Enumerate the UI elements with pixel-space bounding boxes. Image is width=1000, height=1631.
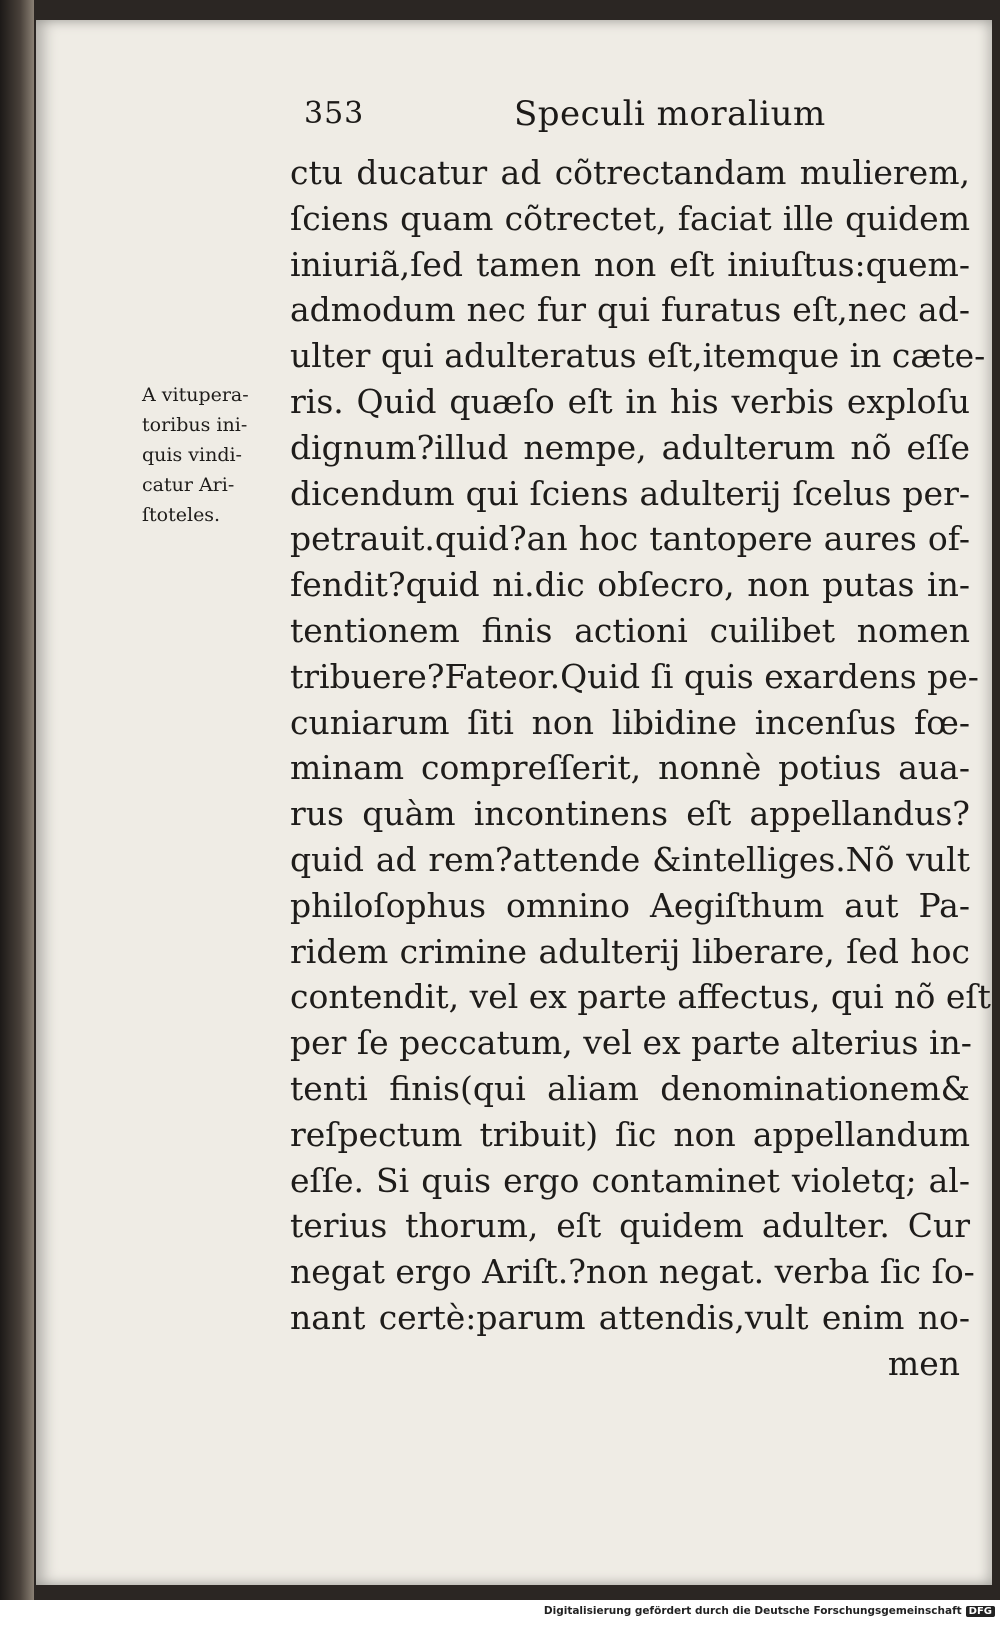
body-text: [290, 150, 991, 1387]
credit-text: Digitalisierung gefördert durch die Deutsche Forschungsgemeinschaft: [543, 1605, 962, 1617]
text-line: dignum?illud nempe, adulterum nõ eſſe: [290, 427, 970, 467]
text-line: reſpectum tribuit) ſic non appellandum: [290, 1114, 970, 1154]
text-line: negat ergo Ariſt.?non negat. verba ſic ſo-: [290, 1252, 975, 1292]
text-line: quid ad rem?attende &intelliges.Nõ vult: [290, 839, 970, 879]
text-line: petrauit.quid?an hoc tantopere aures of-: [290, 519, 970, 559]
text-line: eſſe. Si quis ergo contaminet violetq; al-: [290, 1160, 970, 1200]
text-line: per ſe peccatum, vel ex parte alterius in-: [290, 1023, 972, 1063]
marginal-note-line: A vitupera-: [142, 384, 249, 406]
marginal-note-line: quis vindi-: [142, 444, 242, 466]
digitization-credit: [0, 1605, 995, 1617]
text-line: ulter qui adulteratus eſt,itemque in cæte-: [290, 336, 986, 376]
marginal-note-line: ſtoteles.: [142, 504, 221, 526]
running-title: Speculi moralium: [514, 94, 826, 134]
text-line: tenti finis(qui aliam denominationem&: [290, 1068, 970, 1108]
dfg-logo: DFG: [966, 1606, 995, 1617]
text-line: ridem crimine adulterij liberare, ſed hoc: [290, 931, 970, 971]
text-line: rus quàm incontinens eſt appellandus?: [290, 794, 970, 834]
page-number: 353: [304, 96, 365, 131]
text-line: minam compreſſerit, nonnè potius aua-: [290, 748, 970, 788]
text-line: fendit?quid ni.dic obſecro, non putas in-: [290, 565, 970, 605]
marginal-note: [142, 380, 282, 530]
text-line: cuniarum ſiti non libidine incenſus fœ-: [290, 702, 970, 742]
text-line: iniuriã,ſed tamen non eſt iniuſtus:quem-: [290, 244, 970, 284]
text-line: terius thorum, eſt quidem adulter. Cur: [290, 1206, 970, 1246]
text-line: tentionem finis actioni cuilibet nomen: [290, 610, 970, 650]
text-line: dicendum qui ſciens adulterij ſcelus per-: [290, 473, 970, 513]
book-spine-edge: [0, 0, 34, 1600]
catchword: men: [887, 1343, 960, 1383]
text-line: admodum nec fur qui furatus eſt,nec ad-: [290, 290, 970, 330]
text-line: tribuere?Fateor.Quid ſi quis exardens pe-: [290, 656, 979, 696]
text-line: nant certè:parum attendis,vult enim no-: [290, 1297, 970, 1337]
text-line: contendit, vel ex parte affectus, qui nõ eſt: [290, 977, 991, 1017]
text-line: ctu ducatur ad cõtrectandam mulierem,: [290, 153, 970, 192]
marginal-note-line: catur Ari-: [142, 474, 235, 496]
marginal-note-line: toribus ini-: [142, 414, 248, 436]
text-line: philoſophus omnino Aegiſthum aut Pa-: [290, 885, 970, 925]
text-line: ris. Quid quæſo eſt in his verbis exploſu: [290, 381, 970, 421]
text-line: ſciens quam cõtrectet, faciat ille quidem: [290, 198, 970, 238]
